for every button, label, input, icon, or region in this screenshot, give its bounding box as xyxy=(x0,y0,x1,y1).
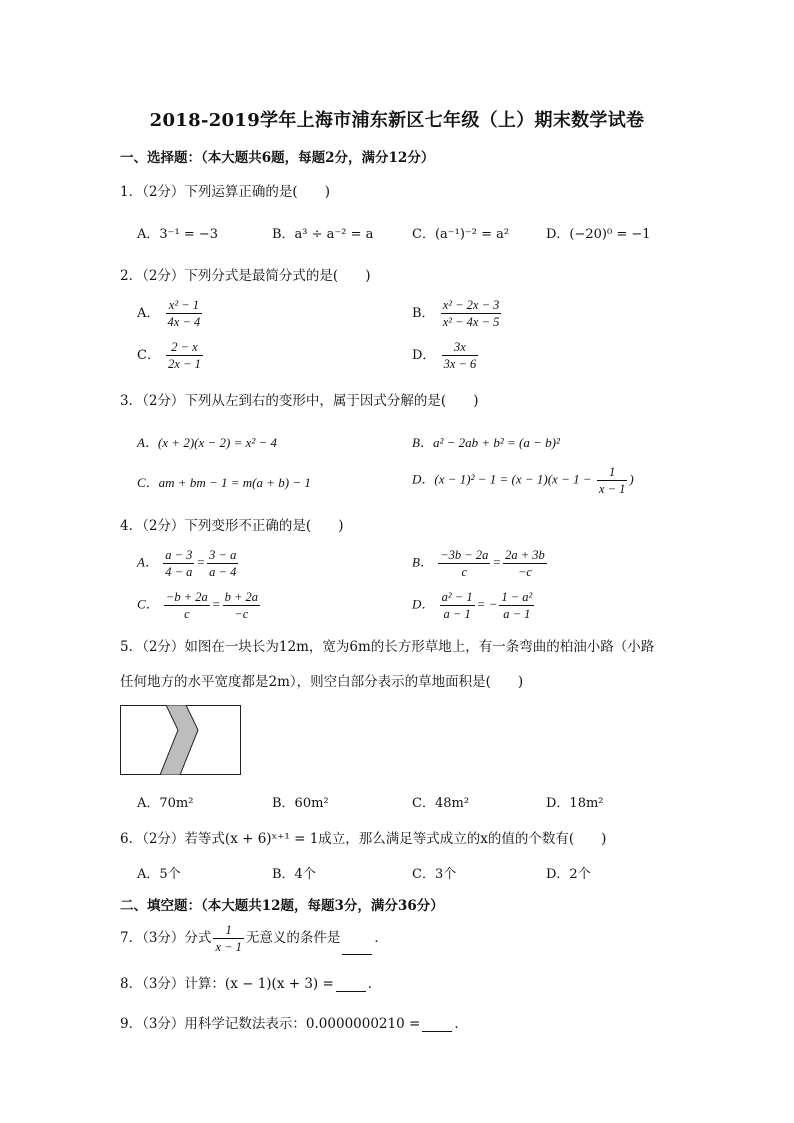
option-label: B． xyxy=(412,306,435,321)
question-4-stem: 4．（2分）下列变形不正确的是( ) xyxy=(120,518,344,534)
q5-option-a: A．70m² xyxy=(137,796,194,811)
q2-option-c xyxy=(137,339,205,372)
fraction xyxy=(166,339,203,372)
answer-blank[interactable] xyxy=(336,981,366,992)
denominator: 3x − 6 xyxy=(443,357,477,371)
q6-option-c: C．3个 xyxy=(412,867,457,882)
option-label: D． xyxy=(412,596,435,612)
q2-option-d xyxy=(412,339,480,372)
question-7 xyxy=(120,922,388,955)
question-3-stem: 3．（2分）下列从左到右的变形中，属于因式分解的是( ) xyxy=(120,393,479,409)
fraction xyxy=(213,922,243,955)
section-fill-header: 二、填空题：（本大题共12题，每题3分，满分36分） xyxy=(120,898,444,914)
equals: = xyxy=(196,554,206,570)
denominator: x² − 4x − 5 xyxy=(442,315,500,329)
period: ． xyxy=(367,976,382,992)
page-title: 2018-2019学年上海市浦东新区七年级（上）期末数学试卷 xyxy=(149,110,645,131)
q6-option-a: A．5个 xyxy=(137,867,181,882)
numerator: x² − 1 xyxy=(166,297,203,314)
q4-option-d xyxy=(412,589,536,622)
fraction-left xyxy=(163,547,194,580)
numerator: −b + 2a xyxy=(165,590,208,604)
denominator: x − 1 xyxy=(215,940,242,954)
q4-option-a xyxy=(137,547,240,580)
fraction xyxy=(597,464,627,497)
question-5-stem-line2: 任何地方的水平宽度都是2m），则空白部分表示的草地面积是( ) xyxy=(120,674,524,690)
numerator: −3b − 2a xyxy=(440,548,489,562)
q3-option-d xyxy=(412,464,634,497)
equals: = xyxy=(211,596,221,612)
denominator: a − 1 xyxy=(443,607,471,621)
denominator: −c xyxy=(234,607,249,621)
q1-option-b: B．a³ ÷ a⁻² = a xyxy=(272,227,374,242)
denominator: x − 1 xyxy=(598,482,626,496)
question-2-stem: 2．（2分）下列分式是最简分式的是( ) xyxy=(120,268,371,284)
q2-option-a xyxy=(137,297,204,330)
denominator: a − 4 xyxy=(209,565,237,579)
question-9 xyxy=(120,1012,468,1032)
answer-blank[interactable] xyxy=(422,1021,452,1032)
numerator: 2 − x xyxy=(166,339,203,356)
option-label: A． xyxy=(137,306,160,321)
numerator: 2a + 3b xyxy=(505,548,545,562)
q1-option-c: C．(a⁻¹)⁻² = a² xyxy=(412,227,510,242)
fraction-right xyxy=(223,589,260,622)
q3-option-c: C．am + bm − 1 = m(a + b) − 1 xyxy=(137,475,311,490)
q3-option-a: A．(x + 2)(x − 2) = x² − 4 xyxy=(137,435,278,450)
q4-option-b xyxy=(412,547,549,580)
numerator: b + 2a xyxy=(224,590,259,604)
q6-option-d: D．2个 xyxy=(546,867,591,882)
denominator: c xyxy=(184,607,190,621)
denominator: a − 1 xyxy=(503,607,531,621)
section-choice-header: 一、选择题：（本大题共6题，每题2分，满分12分） xyxy=(120,150,435,166)
q5-option-c: C．48m² xyxy=(412,796,470,811)
numerator: 1 − a² xyxy=(501,590,533,604)
q6-option-b: B．4个 xyxy=(272,867,316,882)
numerator: 3x xyxy=(442,339,479,356)
q3-option-b: B．a² − 2ab + b² = (a − b)² xyxy=(412,435,560,450)
question-6-stem: 6．（2分）若等式(x + 6)ˣ⁺¹ = 1成立，那么满足等式成立的x的值的个数有( ) xyxy=(120,831,607,847)
option-label: D． xyxy=(412,348,436,363)
answer-blank[interactable] xyxy=(342,944,372,955)
fraction-left xyxy=(438,547,490,580)
denominator: 2x − 1 xyxy=(168,357,201,371)
numerator: 3 − a xyxy=(209,548,237,562)
equals-negative: = − xyxy=(476,596,498,612)
numerator: x² − 2x − 3 xyxy=(442,298,500,312)
question-1-stem: 1．（2分）下列运算正确的是( ) xyxy=(120,184,330,200)
option-label: C． xyxy=(137,596,159,612)
denominator: 4x − 4 xyxy=(167,315,201,329)
q1-option-d: D．(−20)⁰ = −1 xyxy=(546,227,651,242)
question-text: 无意义的条件是 xyxy=(245,930,341,946)
numerator: a − 3 xyxy=(165,548,193,562)
denominator: 4 − a xyxy=(165,565,193,579)
option-label: B． xyxy=(412,554,433,570)
fraction xyxy=(441,297,502,330)
equals: = xyxy=(492,554,502,570)
question-text: 8．（3分）计算：(x − 1)(x + 3) = xyxy=(120,976,334,992)
period: ． xyxy=(374,930,388,946)
lawn-path-figure xyxy=(120,705,241,775)
fraction xyxy=(166,297,203,330)
question-8 xyxy=(120,972,381,992)
denominator: −c xyxy=(517,565,532,579)
question-text: 7．（3分）分式 xyxy=(120,930,212,946)
numerator: 1 xyxy=(213,922,243,939)
q5-option-d: D．18m² xyxy=(546,796,604,811)
fraction-right xyxy=(503,547,547,580)
fraction-left xyxy=(164,589,210,622)
q5-option-b: B．60m² xyxy=(272,796,329,811)
numerator: a² − 1 xyxy=(441,590,473,604)
option-label: A． xyxy=(137,554,158,570)
fraction-left xyxy=(440,589,475,622)
q2-option-b xyxy=(412,297,503,330)
denominator: c xyxy=(461,565,468,579)
q1-option-a: A．3⁻¹ = −3 xyxy=(137,227,219,242)
expression: D．(x − 1)² − 1 = (x − 1)(x − 1 − xyxy=(412,471,592,487)
fraction-right xyxy=(207,547,238,580)
numerator: 1 xyxy=(597,464,627,481)
close-paren: ) xyxy=(629,471,634,487)
question-5-stem-line1: 5．（2分）如图在一块长为12m，宽为6m的长方形草地上，有一条弯曲的柏油小路（小路 xyxy=(120,639,655,655)
q4-option-c xyxy=(137,589,262,622)
fraction-right xyxy=(499,589,534,622)
option-label: C． xyxy=(137,348,160,363)
period: ． xyxy=(454,1016,468,1032)
fraction xyxy=(442,339,479,372)
question-text: 9．（3分）用科学记数法表示：0.0000000210 = xyxy=(120,1016,421,1032)
